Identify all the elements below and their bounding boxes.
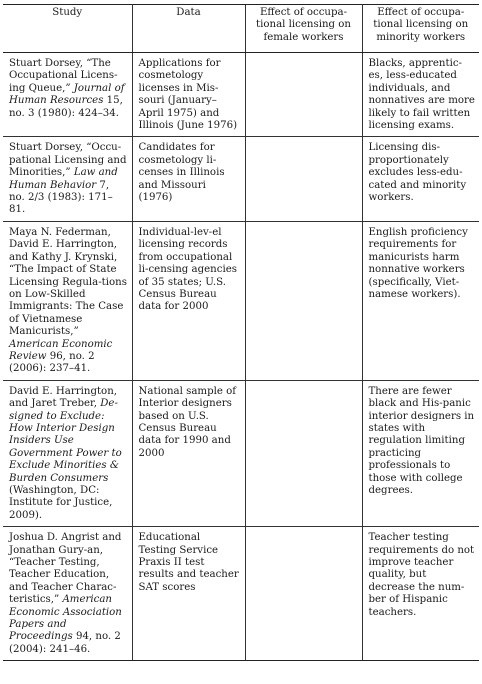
study-citation [3,380,132,526]
licensing-studies-table [3,4,479,661]
study-journal: American Economic Association Papers and Proceedings [9,594,122,643]
study-citation-tail: 7, no. 2/3 (1983): 171–81. [9,179,113,216]
study-data: Candidates for cosmetology li-censes in Illinois and Missouri (1976) [132,137,245,221]
minority-effect: There are fewer black and His-panic interior designers in states with regulation limiting practicing professionals to those with college degrees. [362,380,479,526]
table-row [3,221,479,380]
study-citation-text: Stuart Dorsey, “The Occupational Licens-ing Queue,” [9,58,118,94]
table-body [3,53,479,661]
minority-effect: Teacher testing requirements do not improve teacher quality, but decrease the num-ber of Hispanic teachers. [362,527,479,661]
study-journal: Law and Human Behavior [9,167,118,191]
minority-effect: Licensing dis-proportionately excludes less-edu-cated and minority workers. [362,137,479,221]
female-effect [245,137,362,221]
table-row [3,137,479,221]
study-citation-text: Stuart Dorsey, “Occu-pational Licensing and Minorities,” [9,142,127,179]
female-effect [245,221,362,380]
header-study: Study [3,5,132,53]
study-data: Educational Testing Service Praxis II test results and teacher SAT scores [132,527,245,661]
table-header [3,5,479,53]
female-effect [245,53,362,137]
table-row [3,527,479,661]
female-effect [245,380,362,526]
study-citation-tail: 15, no. 3 (1980): 424–34. [9,95,123,119]
header-minority-effect [362,5,479,53]
study-journal: American Economic Review [9,338,113,362]
study-citation-tail: (Washington, DC: Institute for Justice, 2009). [9,485,113,521]
study-citation-text: Maya N. Federman, David E. Harrington, and Kathy J. Krynski, “The Impact of State Licensing Regula-tions on Low-Skilled Immigrants: The Case of Vietnamese Manicurists,” [9,226,127,338]
study-citation [3,137,132,221]
header-row [3,5,479,53]
female-effect [245,527,362,661]
header-female-text: Effect of occupa- tional licensing on female workers [256,7,351,43]
study-citation-tail: 94, no. 2 (2004): 241–46. [9,631,121,655]
study-citation-text: David E. Harrington, and Jaret Treber, [9,385,117,410]
study-citation [3,527,132,661]
study-book-title: De-signed to Exclude: How Interior Design Insiders Use Government Power to Exclude Minorities & Burden Consumers [9,398,122,484]
study-data: Applications for cosmetology licenses in Mis-souri (January–April 1975) and Illinois (June 1976) [132,53,245,137]
table-row [3,380,479,526]
header-data: Data [132,5,245,53]
header-female-effect [245,5,362,53]
study-citation-text: Joshua D. Angrist and Jonathan Gury-an, “Teacher Testing, Teacher Education, and Teacher Charac-teristics,” [9,532,122,606]
study-data: National sample of Interior designers based on U.S. Census Bureau data for 1990 and 2000 [132,380,245,526]
minority-effect: Blacks, apprentic-es, less-educated individuals, and nonnatives are more likely to fail written licensing exams. [362,53,479,137]
study-data: Individual-lev-el licensing records from occupational li-censing agencies of 35 states; U.S. Census Bureau data for 2000 [132,221,245,380]
table-row [3,53,479,137]
header-minority-text: Effect of occupa- tional licensing on minority workers [373,7,469,43]
study-citation [3,53,132,137]
minority-effect: English proficiency requirements for manicurists harm nonnative workers (specifically, Viet-namese workers). [362,221,479,380]
study-journal: Journal of Human Resources [9,82,125,107]
study-citation [3,221,132,380]
study-citation-tail: 96, no. 2 (2006): 237–41. [9,350,95,375]
